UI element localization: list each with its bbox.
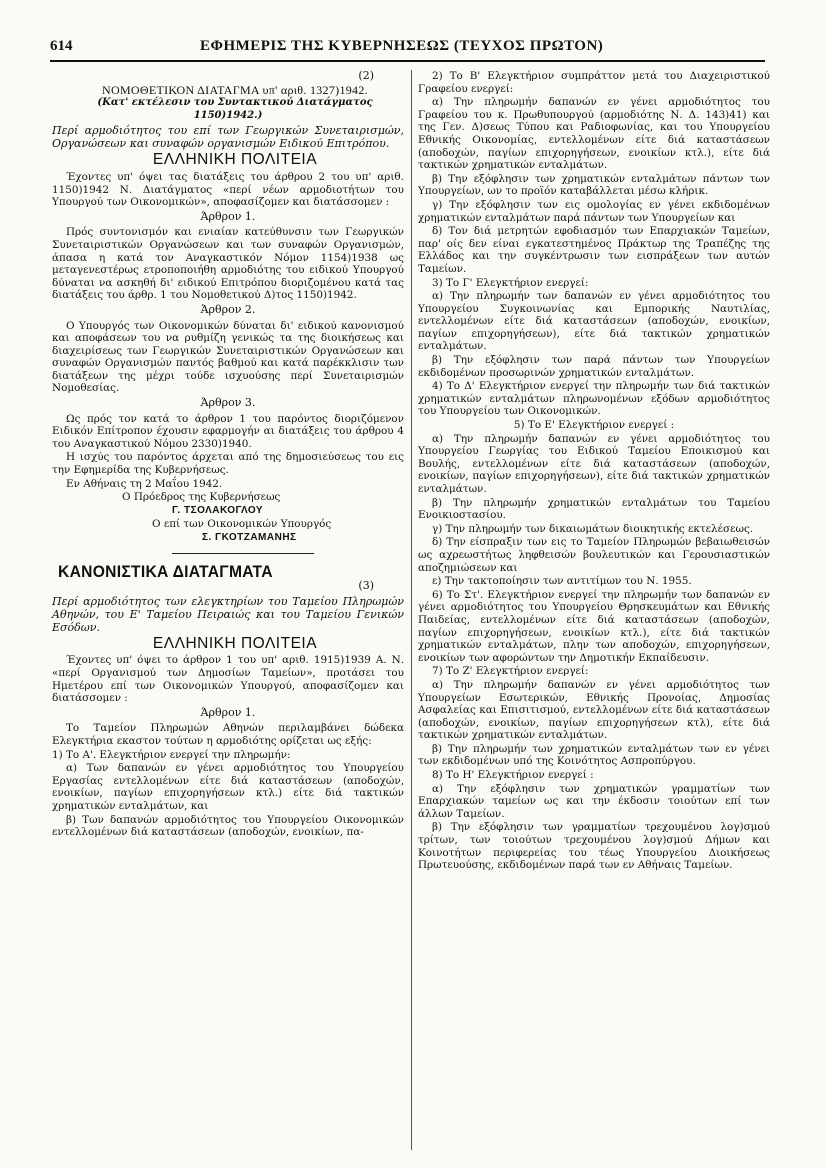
doc2-article1-text: Πρός συντονισμόν και ενιαίαν κατεύθυνσιν των Γεωργικών Συνεταιριστικών Οργανώσεων και των συναφών Οργανισμών, άπασα η κατά τον Αναγκαστικόν Νόμον 1154)1938 ως μεταγενεστέρως ετροποποιήθη αρμοδιότης του ειδικού Υπουργού δύναται να ασκηθή δι' ειδικού Επιτρόπου διοριζομένου κατά τας διατάξεις του άρθρ. 1 του Νομοθετικού Δ)τος 1150)1942. [52,226,404,302]
section-title: ΚΑΝΟΝΙΣΤΙΚΑ ΔΙΑΤΑΓΜΑΤΑ [58,561,273,581]
paragraph: α) Την πληρωμήν δαπανών εν γένει αρμοδιότητος του Γραφείου του κ. Πρωθυπουργού (αρμοδιότης Ν. Δ. 143)41) και της Γεν. Δ)σεως Τύπου και Ραδιοφωνίας, και του Υπουργείου Εθνικής Οικονομίας, εντελλομένων είτε διά καταστάσεων (αποδοχών, παγίων επιχορηγήσεων, ενοικίων κτλ.), είτε διά τακτικών χρηματικών ενταλμάτων. [418,96,770,172]
page-number: 614 [50,38,73,54]
paragraph: β) Την εξόφλησιν των γραμματίων τρεχουμένου λογ)σμού τρίτων, των τοιούτων τρεχουμένου λογ)σμού Δήμων και Κοινοτήτων περιφερείας του τέως Υπουργείου Διοικήσεως Πρωτευούσης, εκδιδομένων παρά των εν Αθήναις Ταμείων. [418,821,770,872]
column-divider [411,70,412,1150]
doc2-article2-text: Ο Υπουργός των Οικονομικών δύναται δι' ειδικού κανονισμού και αποφάσεων του να ρυθμίζη γενικώς τα της διοικήσεως και διαχειρίσεως των Γεωργικών Συνεταιριστικών Οργανώσεων και συναφών Οργανισμών παντός βαθμού και κατά παρέκκλισιν των διατάξεων της μέχρι τούδε ισχυούσης περί Συνεταιρισμών Νομοθεσίας. [52,319,404,395]
separator-rule [172,553,314,554]
paragraph: β) Την πληρωμήν χρηματικών ενταλμάτων του Ταμείου Ενοικιοστασίου. [418,496,770,522]
signatory2-name: Σ. ΓΚΟΤΖΑΜΑΝΗΣ [202,532,297,543]
paragraph: β) Την εξόφλησιν των παρά πάντων των Υπουργείων εκδιδομένων προσωρινών χρηματικών ενταλμάτων. [418,354,770,379]
right-column [418,70,770,873]
paragraph: γ) Την εξόφλησιν των εις ομολογίας εν γένει εκδιδομένων χρηματικών ενταλμάτων παρά πάντων των Υπουργείων και [418,198,770,224]
doc2-article3-text2: Η ισχύς του παρόντος άρχεται από της δημοσιεύσεως του εις την Εφημερίδα της Κυβερνήσεως. [52,451,404,477]
paragraph: α) Την εξόφλησιν των χρηματικών γραμματίων των Επαρχιακών ταμείων ως και την έκδοσιν τοιούτων επί των άλλων Ταμείων. [418,782,770,820]
doc3-article1-text: Το Ταμείον Πληρωμών Αθηνών περιλαμβάνει δώδεκα Ελεγκτήρια εκαστον τούτων η αρμοδιότης ορίζεται ως εξής: [52,722,404,747]
doc2-state: ΕΛΛΗΝΙΚΗ ΠΟΛΙΤΕΙΑ [152,151,318,169]
paragraph: 8) Το Η' Ελεγκτήριον ενεργεί : [432,769,594,782]
list-item: α) Των δαπανών εν γένει αρμοδιότητος του Υπουργείου Εργασίας εντελλομένων είτε διά καταστάσεων (αποδοχών, ενοικίων, παγίων επιχορηγήσεων κτλ.) είτε διά τακτικών χρηματικών ενταλμάτων, και [52,762,404,812]
paragraph: α) Την πληρωμήν δαπανών εν γένει αρμοδιότητος του Υπουργείου Γεωργίας του Ειδικού Ταμείου Εποικισμού και Βουλής, εντελλομένων είτε διά καταστάσεων (αποδοχών, ενοικίων, παγίων επιχορηγήσεων), είτε διά τακτικών χρηματικών ενταλμάτων. [418,432,770,495]
paragraph: 5) Το Ε' Ελεγκτήριον ενεργεί : [513,419,675,432]
list-item: β) Των δαπανών αρμοδιότητος του Υπουργείου Οικονομικών εντελλομένων διά καταστάσεων (αποδοχών, ενοικίων, πα- [52,813,404,839]
doc2-preamble: Έχοντες υπ' όψει τας διατάξεις του άρθρου 2 του υπ' αριθ. 1150)1942 Ν. Διατάγματος «περί νέων αρμοδιοτήτων του Υπουργού των Οικονομικών», αποφασίζομεν και διατάσσομεν : [52,170,404,209]
doc2-title: ΝΟΜΟΘΕΤΙΚΟΝ ΔΙΑΤΑΓΜΑ υπ' αριθ. 1327)1942. [102,82,368,97]
paragraph: γ) Την πληρωμήν των δικαιωμάτων διοικητικής εκτελέσεως. [432,522,754,535]
paragraph: δ) Τον διά μετρητών εφοδιασμόν των Επαρχιακών Ταμείων, παρ' οίς δεν είναι εγκατεστημένος Πράκτωρ της Τραπέζης της Ελλάδος και την συγκέντρωσιν των εισπράξεων των αυτών Ταμείων. [418,225,770,275]
doc3-state: ΕΛΛΗΝΙΚΗ ΠΟΛΙΤΕΙΑ [152,634,318,652]
doc3-number: (3) [358,579,374,593]
signatory1-role: Ο Πρόεδρος της Κυβερνήσεως [122,491,281,504]
paragraph: 2) Το Β' Ελεγκτήριον συμπράττον μετά του Διαχειριστικού Γραφείου ενεργεί: [418,70,770,95]
paragraph: β) Την πληρωμήν των χρηματικών ενταλμάτων των εν γένει των εκδιδομένων υπό της Κοινότητος Ασπροπύργου. [418,742,770,768]
doc3-preamble: Έχοντες υπ' όψει το άρθρον 1 του υπ' αριθ. 1915)1939 Α. Ν. «περί Οργανισμού των Δημοσίων Ταμείων», προτάσει του Ημετέρου επί των Οικονομικών Υπουργού, αποφασίζομεν και διατάσσομεν : [52,654,404,705]
paragraph: α) Την πληρωμήν των δαπανών εν γένει αρμοδιότητος του Υπουργείου Συγκοινωνίας και Εμπορικής Ναυτιλίας, εντελλομένων είτε διά καταστάσεων (αποδοχών, ενοικίων, παγίων επιχορηγήσεων), είτε διά τακτικών χρηματικών ενταλμάτων. [418,290,770,353]
gazette-title: ΕΦΗΜΕΡΙΣ ΤΗΣ ΚΥΒΕΡΝΗΣΕΩΣ (ΤΕΥΧΟΣ ΠΡΩΤΟΝ) [200,38,604,54]
list-item: 1) Το Α'. Ελεγκτήριον ενεργεί την πληρωμήν: [52,748,291,761]
doc2-article2-title: Άρθρον 2. [200,302,256,316]
paragraph: δ) Την είσπραξιν των εις το Ταμείον Πληρωμών βεβαιωθεισών ως αχρεωστήτως ληφθεισών βουλευτικών και Γερουσιαστικών αποζημιώσεων και [418,536,770,574]
doc2-article3-text1: Ως πρός τον κατά το άρθρον 1 του παρόντος διοριζόμενον Ειδικόν Επίτροπον έχουσιν εφαρμογήν αι διατάξεις του άρθρου 4 του Αναγκαστικού Νόμου 2330)1940. [52,412,404,450]
paragraph: 6) Το Στ'. Ελεγκτήριον ενεργεί την πληρωμήν των δαπανών εν γένει αρμοδιότητος του Υπουργείου Θρησκευμάτων και Εθνικής Παιδείας, εντελλομένων είτε διά καταστάσεων (αποδοχών, παγίων επιχορηγήσεων, ενοικίων κτλ.), είτε διά τακτικών χρηματικών ενταλμάτων, πλην των αποδοχών, επιχορηγήσεων, ενοικίων των αφορώντων την Δημοτικήν Εκπαίδευσιν. [418,588,770,664]
paragraph: β) Την εξόφλησιν των χρηματικών ενταλμάτων πάντων των Υπουργείων, ων το προϊόν καταβάλλεται μέσω κλήρικ. [418,172,770,198]
paragraph: 4) Το Δ' Ελεγκτήριον ενεργεί την πληρωμήν των διά τακτικών χρηματικών ενταλμάτων πληρωνομένων εξόδων αρμοδιότητος του Υπουργείου των Οικονομικών. [418,380,770,418]
left-column [52,70,404,840]
doc3-about: Περί αρμοδιότητος των ελεγκτηρίων του Ταμείου Πληρωμών Αθηνών, του Ε' Ταμείου Πειραιώς και του Ταμείου Γενικών Εσόδων. [52,594,404,634]
doc2-article3-title: Άρθρον 3. [200,396,256,410]
signatory1-name: Γ. ΤΣΟΛΑΚΟΓΛΟΥ [172,504,264,516]
signatory2-role: Ο επί των Οικονομικών Υπουργός [152,518,332,531]
doc2-article1-title: Άρθρον 1. [200,209,256,223]
paragraph: 3) Το Γ' Ελεγκτήριον ενεργεί: [432,276,589,289]
doc2-subtitle: (Κατ' εκτέλεσιν του Συντακτικού Διατάγματος 1150)1942.) [97,97,373,121]
doc3-article1-title: Άρθρον 1. [200,705,256,719]
date-line: Εν Αθήναις τη 2 Μαΐου 1942. [66,477,223,490]
paragraph: 7) Το Ζ' Ελεγκτήριον ενεργεί: [432,665,589,678]
page-header [50,38,765,62]
paragraph: ε) Την τακτοποίησιν των αντιτίμων του Ν. 1955. [432,575,692,588]
doc2-number: (2) [358,69,374,82]
paragraph: α) Την πληρωμήν δαπανών εν γένει αρμοδιότητος των Υπουργείων Εσωτερικών, Εθνικής Προνοίας, Δημοσίας Ασφαλείας και Επισιτισμού, εντελλομένων είτε διά καταστάσεων (αποδοχών, ενοικίων, παγίων επιχορηγήσεων κτλ), είτε διά τακτικών χρηματικών ενταλμάτων. [418,678,770,742]
doc2-about: Περί αρμοδιότητος του επί των Γεωργικών Συνεταιρισμών, Οργανώσεων και συναφών οργανισμών Ειδικού Επιτρόπου. [52,124,404,151]
